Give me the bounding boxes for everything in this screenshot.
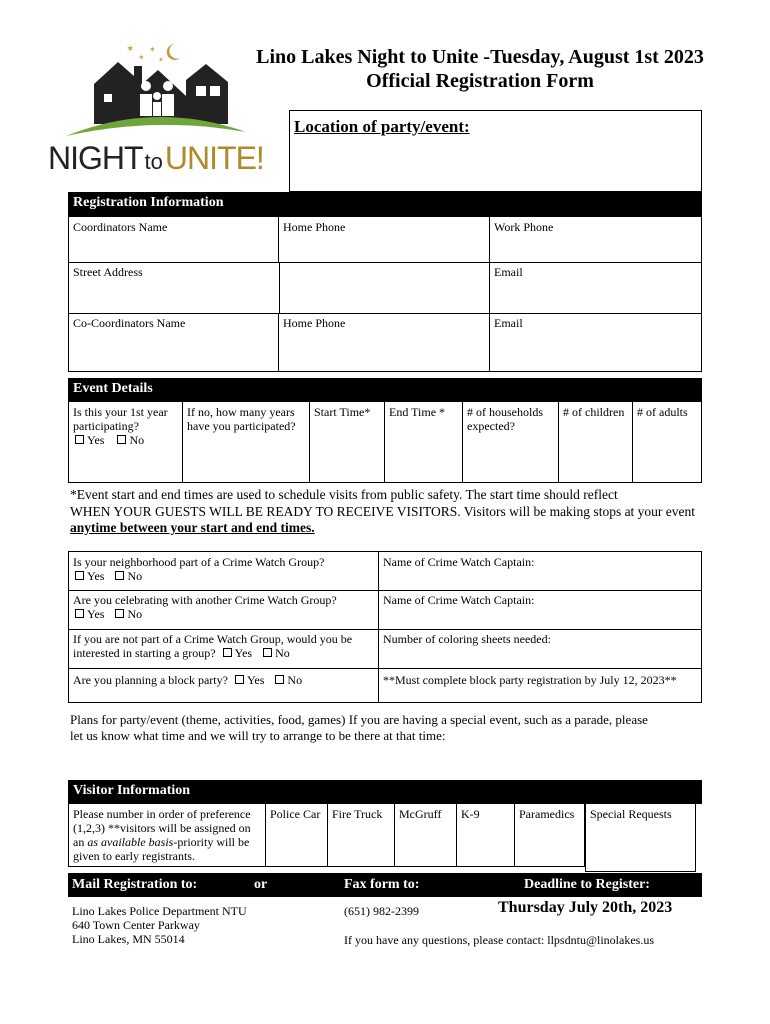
deadline-label: Deadline to Register:: [524, 877, 650, 892]
logo-to-text: to: [144, 149, 163, 174]
logo-night-text: NIGHT: [48, 140, 143, 176]
location-label: Location of party/event:: [294, 117, 470, 136]
paramedics-field[interactable]: [515, 803, 585, 867]
svg-text:✶: ✶: [126, 44, 135, 55]
email-2-label: Email: [494, 316, 523, 330]
plans-line1: Plans for party/event (theme, activities, food, games) If you are having a special event, such as a parade, please: [70, 712, 648, 727]
q2-no-checkbox[interactable]: [115, 609, 124, 618]
q1-no-label: No: [127, 569, 143, 583]
page-subtitle: Official Registration Form: [366, 70, 594, 92]
first-year-no-checkbox[interactable]: [117, 435, 126, 444]
start-time-label: Start Time*: [314, 405, 371, 419]
first-year-yes-label: Yes: [87, 433, 105, 447]
years-participated-label: If no, how many years have you participated?: [187, 405, 296, 433]
fire-truck-field[interactable]: [328, 803, 395, 867]
page-title: Lino Lakes Night to Unite -Tuesday, August 1st 2023: [256, 46, 704, 68]
preference-text-a: Please number in order of preference (1,2,3) **visitors will be assigned on an: [73, 807, 251, 849]
block-party-note: [379, 668, 702, 703]
logo-unite-text: UNITE!: [164, 140, 264, 176]
q2-yes-checkbox[interactable]: [75, 609, 84, 618]
visitor-preference-note: [68, 803, 266, 867]
location-field[interactable]: [289, 110, 702, 192]
event-note-line3: anytime between your start and end times.: [70, 520, 315, 535]
block-party-label: Are you planning a block party?: [73, 673, 228, 687]
crime-watch-q2-label: Are you celebrating with another Crime Watch Group?: [73, 593, 337, 607]
mcgruff-label: McGruff: [399, 807, 442, 821]
svg-text:✶: ✶: [149, 45, 156, 54]
event-note-line1: *Event start and end times are used to schedule visits from public safety. The start time should reflect: [70, 487, 618, 502]
preference-text-b: -priority will be given to early registrants.: [73, 835, 250, 863]
home-phone-field[interactable]: [279, 216, 490, 263]
end-time-label: End Time *: [389, 405, 446, 419]
fax-form-label: Fax form to:: [344, 877, 420, 892]
address-line1: Lino Lakes Police Department NTU: [72, 904, 247, 918]
q2-yes-label: Yes: [87, 607, 105, 621]
contact-info: If you have any questions, please contact: llpsdntu@linolakes.us: [344, 933, 654, 947]
crime-watch-captain-1-field[interactable]: [379, 551, 702, 591]
special-requests-field[interactable]: [585, 803, 696, 872]
coordinators-name-label: Coordinators Name: [73, 220, 168, 234]
q3-yes-label: Yes: [234, 646, 253, 660]
adults-field[interactable]: [633, 401, 702, 483]
police-car-field[interactable]: [266, 803, 328, 867]
co-coordinators-name-field[interactable]: [68, 313, 279, 372]
k9-label: K-9: [461, 807, 480, 821]
email-label: Email: [494, 265, 523, 279]
q1-yes-label: Yes: [87, 569, 105, 583]
q1-yes-checkbox[interactable]: [75, 571, 84, 580]
captain-2-label: Name of Crime Watch Captain:: [383, 593, 535, 607]
address-line2: 640 Town Center Parkway: [72, 918, 200, 932]
coloring-sheets-field[interactable]: [379, 629, 702, 669]
households-field[interactable]: [463, 401, 559, 483]
street-address-field[interactable]: [68, 262, 279, 314]
fire-truck-label: Fire Truck: [332, 807, 383, 821]
crime-watch-q3: [68, 629, 379, 669]
q1-no-checkbox[interactable]: [115, 571, 124, 580]
households-label: # of households expected?: [467, 405, 543, 433]
crime-watch-q2: [68, 590, 379, 630]
q4-no-label: No: [287, 673, 303, 687]
address-line3: Lino Lakes, MN 55014: [72, 932, 185, 946]
home-phone-2-label: Home Phone: [283, 316, 346, 330]
crime-watch-q3-label: If you are not part of a Crime Watch Group, would you be interested in starting a group?: [73, 632, 353, 660]
crime-watch-q4: [68, 668, 379, 703]
event-note-line2: WHEN YOUR GUESTS WILL BE READY TO RECEIVE VISITORS. Visitors will be making stops at your event: [70, 503, 696, 519]
q4-yes-checkbox[interactable]: [235, 675, 244, 684]
crime-watch-q1-label: Is your neighborhood part of a Crime Watch Group?: [73, 555, 325, 569]
fax-number: (651) 982-2399: [344, 904, 419, 918]
children-label: # of children: [563, 405, 625, 419]
first-year-label: Is this your 1st year participating?: [73, 405, 168, 433]
deadline-date: Thursday July 20th, 2023: [498, 899, 673, 916]
police-car-label: Police Car: [270, 807, 321, 821]
coordinators-name-field[interactable]: [68, 216, 279, 263]
svg-text:✶: ✶: [138, 53, 145, 62]
first-year-yes-checkbox[interactable]: [75, 435, 84, 444]
street-address-label: Street Address: [73, 265, 143, 279]
work-phone-field[interactable]: [490, 216, 702, 263]
home-phone-label: Home Phone: [283, 220, 346, 234]
years-participated-field[interactable]: [183, 401, 310, 483]
special-requests-label: Special Requests: [590, 807, 672, 821]
k9-field[interactable]: [457, 803, 515, 867]
footer-bar: [68, 873, 702, 897]
svg-text:✶: ✶: [158, 56, 164, 64]
q3-no-label: No: [275, 646, 290, 660]
street-address-field-2[interactable]: [279, 262, 490, 314]
event-details-heading: Event Details: [68, 378, 702, 402]
email-field[interactable]: [490, 262, 702, 314]
visitor-info-heading: Visitor Information: [68, 780, 702, 804]
or-label: or: [254, 877, 268, 892]
block-party-deadline-label: **Must complete block party registration by July 12, 2023**: [383, 673, 677, 687]
mcgruff-field[interactable]: [395, 803, 457, 867]
first-year-no-label: No: [129, 433, 145, 447]
first-year-cell: [68, 401, 183, 483]
plans-line2: let us know what time and we will try to arrange to be there at that time:: [70, 728, 446, 743]
home-phone-2-field[interactable]: [279, 313, 490, 372]
q4-no-checkbox[interactable]: [275, 675, 284, 684]
end-time-field[interactable]: [385, 401, 463, 483]
co-coordinators-name-label: Co-Coordinators Name: [73, 316, 186, 330]
plans-field[interactable]: [70, 712, 710, 780]
children-field[interactable]: [559, 401, 633, 483]
event-times-note: [70, 487, 710, 537]
q3-no-checkbox[interactable]: [263, 648, 272, 657]
captain-1-label: Name of Crime Watch Captain:: [383, 555, 535, 569]
paramedics-label: Paramedics: [519, 807, 575, 821]
crime-watch-q1: [68, 551, 379, 591]
mail-registration-label: Mail Registration to:: [72, 877, 198, 892]
work-phone-label: Work Phone: [494, 220, 554, 234]
start-time-field[interactable]: [310, 401, 385, 483]
crime-watch-captain-2-field[interactable]: [379, 590, 702, 630]
q2-no-label: No: [127, 607, 143, 621]
q3-yes-checkbox[interactable]: [223, 648, 232, 657]
preference-text-italic: as available basis: [87, 835, 174, 849]
logo-wordmark: [48, 140, 264, 180]
q4-yes-label: Yes: [246, 673, 265, 687]
mailing-address: [72, 904, 247, 946]
adults-label: # of adults: [637, 405, 688, 419]
coloring-sheets-label: Number of coloring sheets needed:: [383, 632, 551, 646]
email-2-field[interactable]: [490, 313, 702, 372]
registration-heading: Registration Information: [68, 192, 702, 216]
